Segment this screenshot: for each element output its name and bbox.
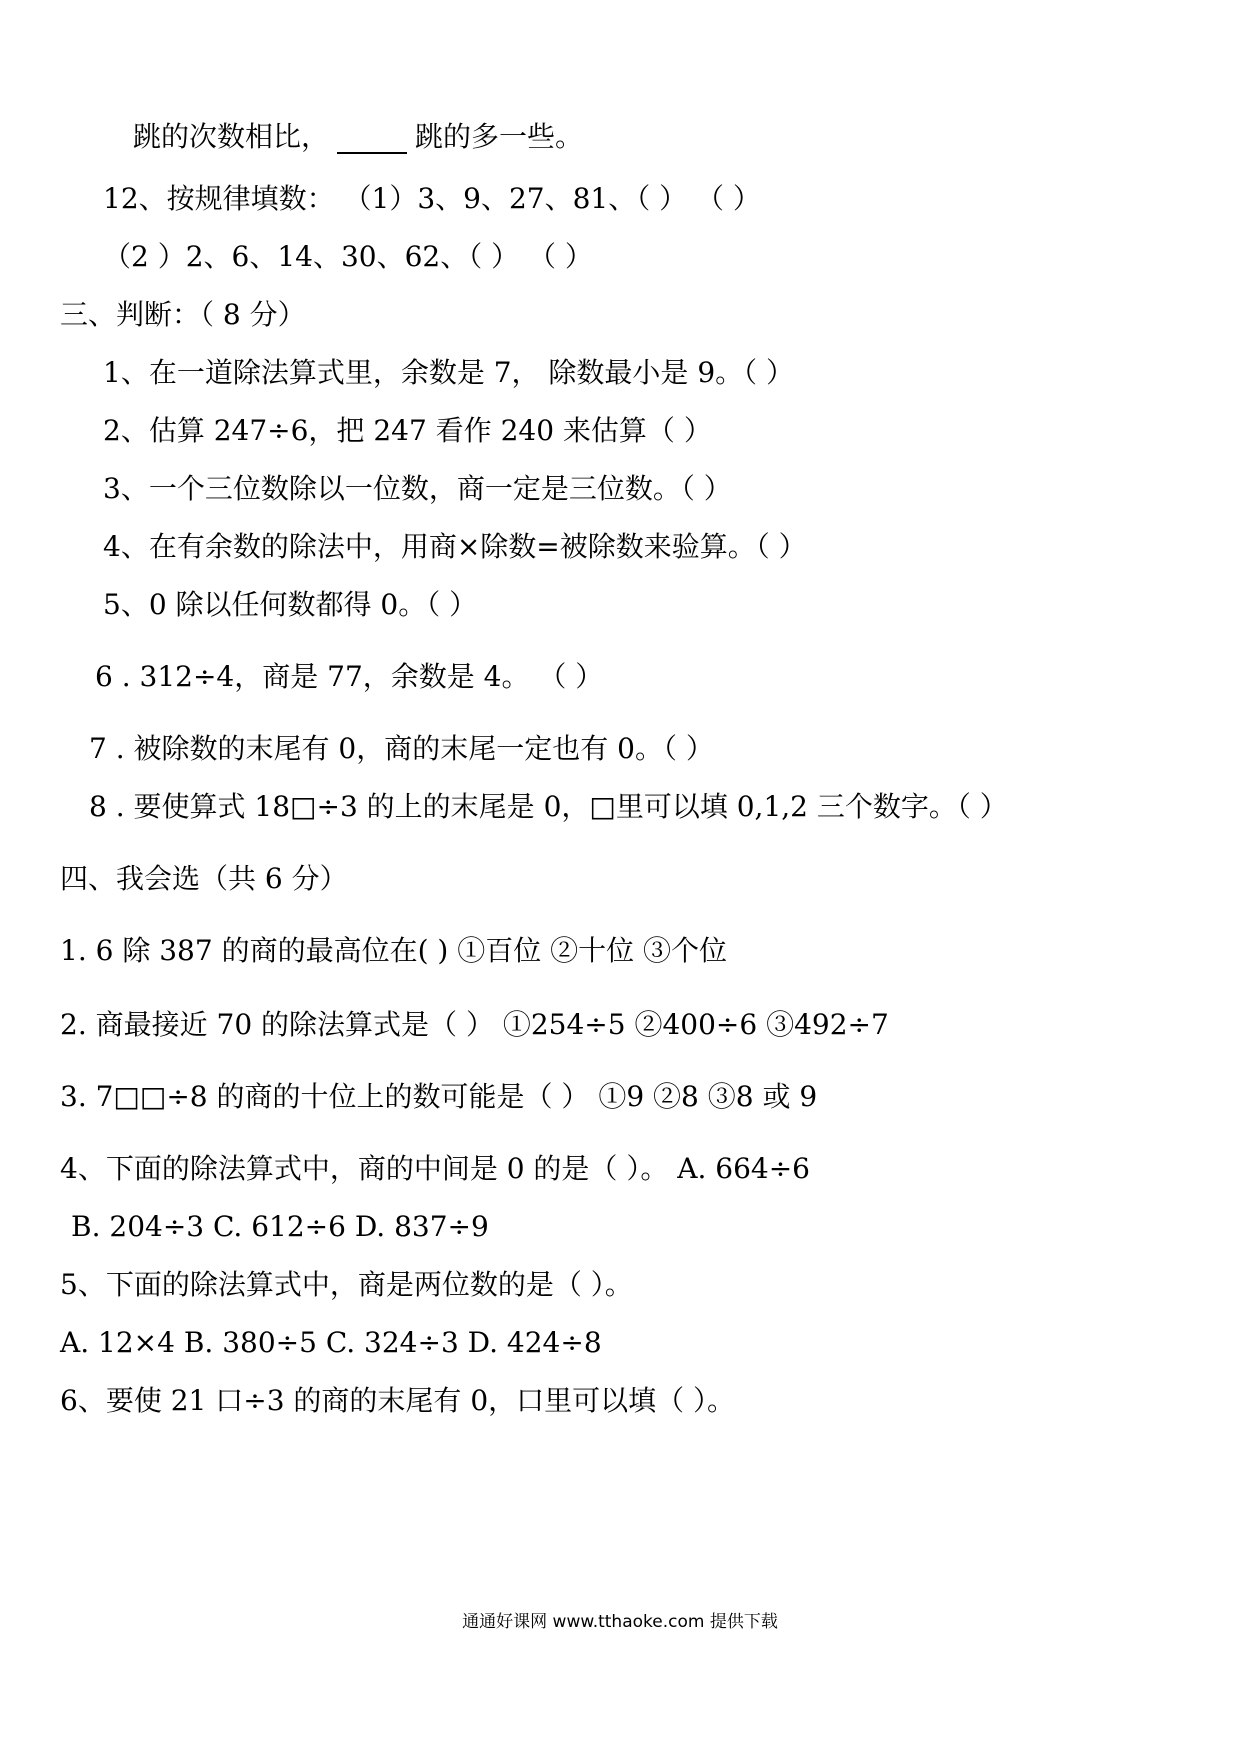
section-4-heading: 四、我会选（共 6 分） [60, 862, 348, 895]
judgment-item-7: 7 . 被除数的末尾有 0，商的末尾一定也有 0。（ ） [89, 732, 714, 765]
question-11-continuation [133, 120, 583, 154]
question-12-sequence-1: 12、按规律填数： （1）3、9、27、81、（ ） （ ） [103, 182, 761, 215]
section-3-heading: 三、判断：（ 8 分） [60, 298, 306, 331]
choice-item-5-options: A. 12×4 B. 380÷5 C. 324÷3 D. 424÷8 [60, 1326, 602, 1359]
judgment-item-4: 4、在有余数的除法中，用商×除数=被除数来验算。（ ） [103, 530, 807, 563]
choice-item-2: 2. 商最接近 70 的除法算式是（ ） ①254÷5 ②400÷6 ③492÷7 [60, 1008, 889, 1041]
choice-item-4: 4、下面的除法算式中，商的中间是 0 的是（ ）。 A. 664÷6 [60, 1152, 810, 1185]
question-11-text-after: 跳的多一些。 [415, 120, 584, 153]
choice-item-5: 5、下面的除法算式中，商是两位数的是（ ）。 [60, 1268, 633, 1301]
judgment-item-8: 8 . 要使算式 18□÷3 的上的末尾是 0，□里可以填 0,1,2 三个数字。（ ） [89, 790, 1008, 823]
judgment-item-3: 3、一个三位数除以一位数，商一定是三位数。（ ） [103, 472, 732, 505]
judgment-item-6: 6 . 312÷4，商是 77，余数是 4。 （ ） [95, 660, 604, 693]
choice-item-3: 3. 7□□÷8 的商的十位上的数可能是（ ） ①9 ②8 ③8 或 9 [60, 1080, 818, 1113]
choice-item-6: 6、要使 21 口÷3 的商的末尾有 0，口里可以填（ ）。 [60, 1384, 736, 1417]
judgment-item-1: 1、在一道除法算式里，余数是 7， 除数最小是 9。（ ） [103, 356, 795, 389]
answer-blank[interactable] [337, 126, 407, 154]
judgment-item-2: 2、估算 247÷6，把 247 看作 240 来估算（ ） [103, 414, 712, 447]
choice-item-1: 1. 6 除 387 的商的最高位在( ) ①百位 ②十位 ③个位 [60, 934, 728, 967]
question-12-sequence-2: （2 ）2、6、14、30、62、（ ） （ ） [103, 240, 593, 273]
question-11-text-before: 跳的次数相比， [133, 120, 330, 153]
judgment-item-5: 5、0 除以任何数都得 0。（ ） [103, 588, 478, 621]
download-footer: 通通好课网 www.tthaoke.com 提供下载 [462, 1612, 778, 1632]
choice-item-4-options: B. 204÷3 C. 612÷6 D. 837÷9 [71, 1210, 489, 1243]
